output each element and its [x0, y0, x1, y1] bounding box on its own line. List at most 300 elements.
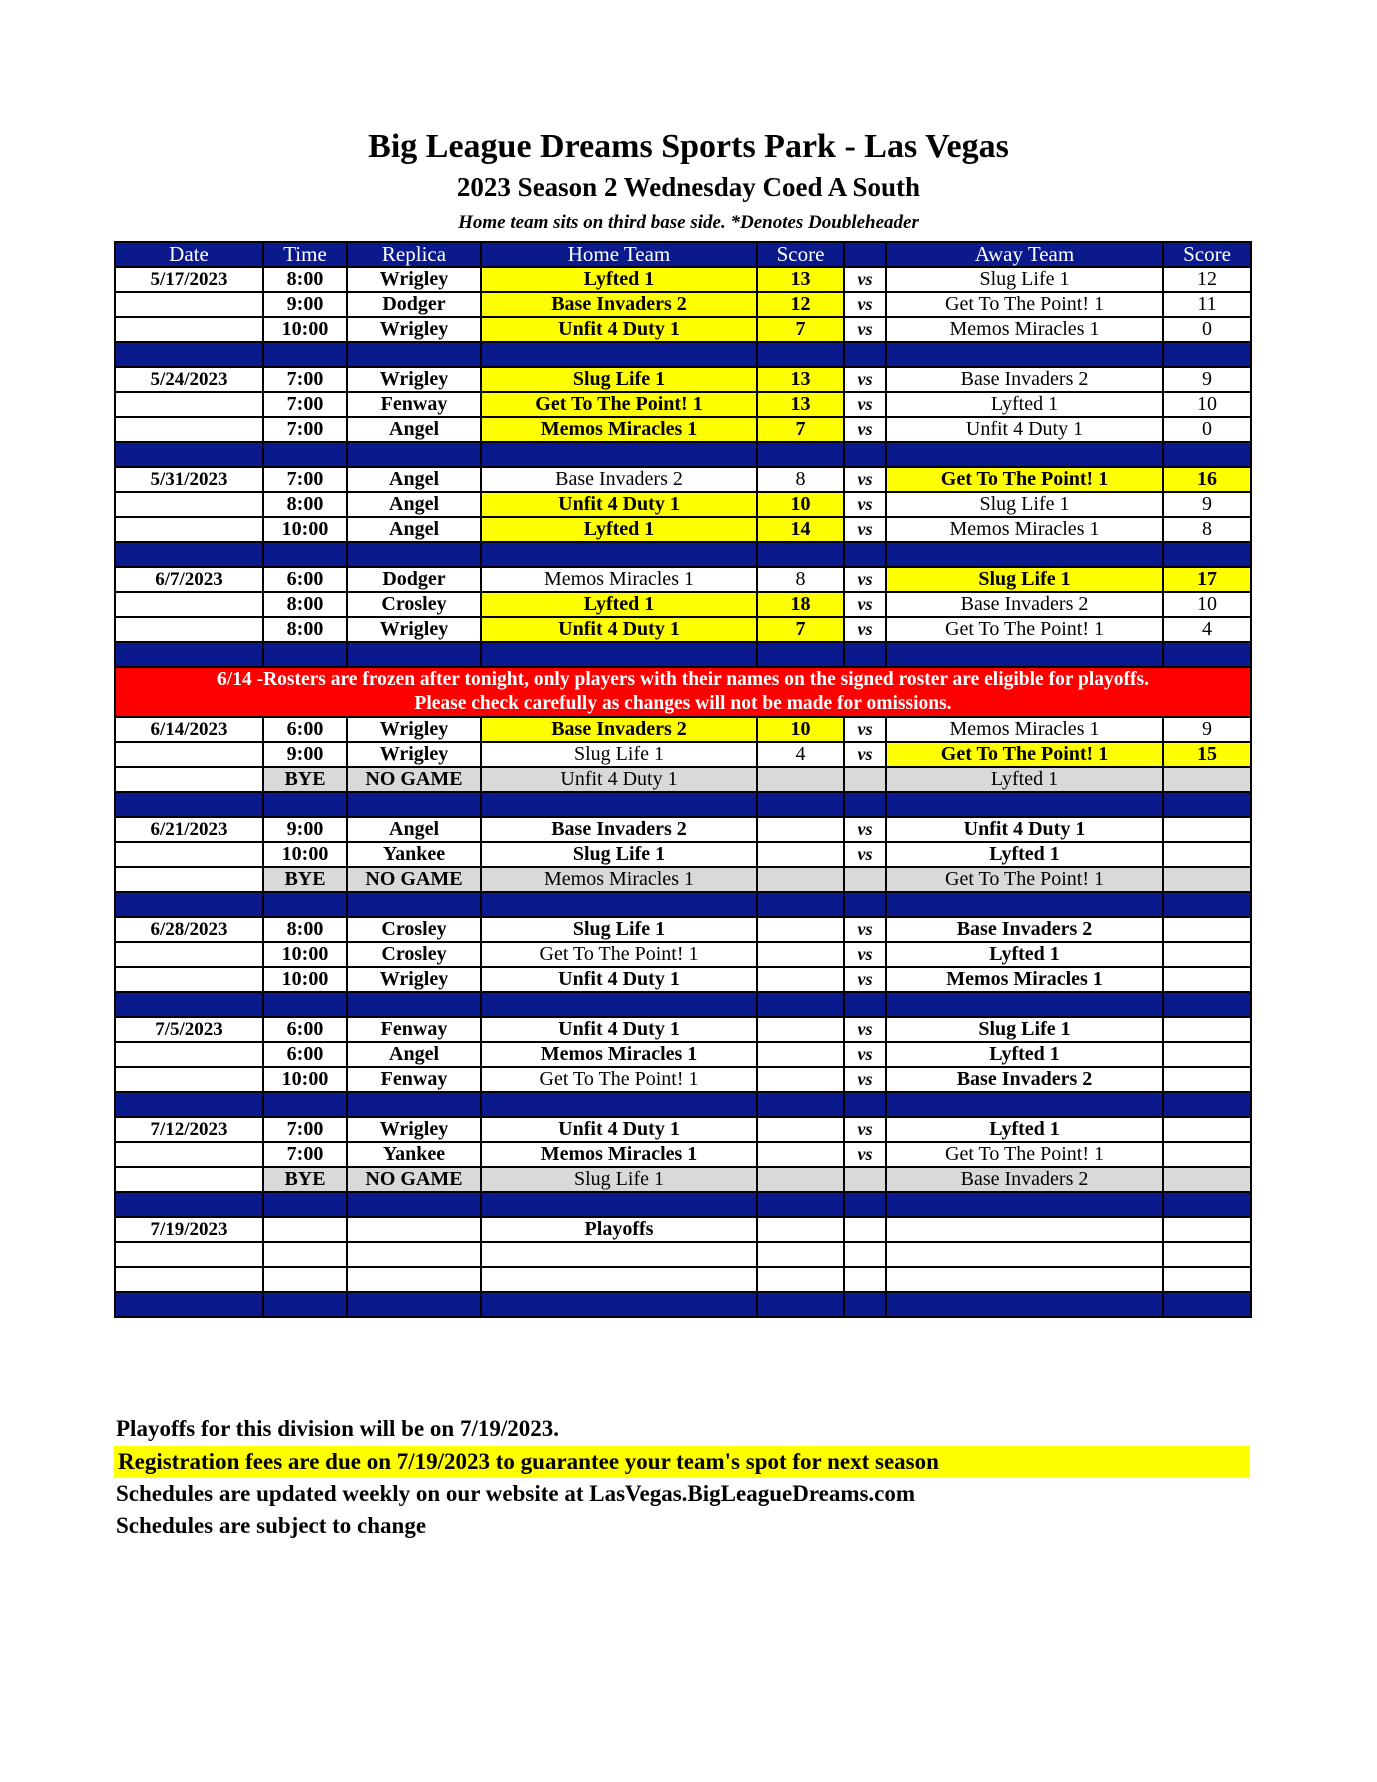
separator-cell: [757, 792, 844, 817]
time-cell: 6:00: [263, 1042, 347, 1067]
footer-change-note: Schedules are subject to change: [116, 1513, 427, 1538]
date-cell: 6/14/2023: [115, 717, 263, 742]
separator-cell: [886, 1292, 1163, 1317]
time-cell: 7:00: [263, 1117, 347, 1142]
separator-cell: [886, 792, 1163, 817]
date-cell: [115, 1042, 263, 1067]
separator-cell: [347, 542, 481, 567]
game-row: [115, 292, 1251, 317]
away-team-cell: Lyfted 1: [886, 392, 1163, 417]
away-team-cell: [886, 1217, 1163, 1242]
separator-cell: [844, 1292, 886, 1317]
separator-cell: [263, 1292, 347, 1317]
time-cell: 7:00: [263, 417, 347, 442]
away-score-cell: 15: [1163, 742, 1251, 767]
field-cell: Angel: [347, 1042, 481, 1067]
game-row: [115, 1067, 1251, 1092]
game-row: [115, 492, 1251, 517]
game-row: [115, 267, 1251, 292]
vs-cell: vs: [844, 417, 886, 442]
separator-cell: [115, 892, 263, 917]
vs-cell: vs: [844, 967, 886, 992]
home-score-cell: 14: [757, 517, 844, 542]
home-score-cell: 13: [757, 392, 844, 417]
field-cell: Angel: [347, 817, 481, 842]
away-score-cell: 10: [1163, 392, 1251, 417]
away-score-cell: 0: [1163, 417, 1251, 442]
field-cell: Angel: [347, 517, 481, 542]
separator-cell: [757, 642, 844, 667]
separator-cell: [757, 542, 844, 567]
separator-cell: [844, 642, 886, 667]
time-cell: 10:00: [263, 842, 347, 867]
page-title: Big League Dreams Sports Park - Las Vegas: [368, 128, 1009, 165]
home-score-cell: 8: [757, 567, 844, 592]
separator-cell: [115, 1292, 263, 1317]
home-score-cell: 7: [757, 417, 844, 442]
separator-cell: [886, 342, 1163, 367]
home-score-cell: [757, 1142, 844, 1167]
field-cell: Fenway: [347, 1017, 481, 1042]
separator-cell: [263, 792, 347, 817]
separator-cell: [115, 442, 263, 467]
separator-cell: [263, 1192, 347, 1217]
separator-cell: [1163, 792, 1251, 817]
date-cell: [115, 292, 263, 317]
field-cell: NO GAME: [347, 1167, 481, 1192]
time-cell: BYE: [263, 767, 347, 792]
roster-alert-line: 6/14 -Rosters are frozen after tonight, only players with their names on the signed roster are eligible for playoffs.: [217, 669, 1149, 690]
date-cell: [115, 1242, 263, 1267]
away-team-cell: Slug Life 1: [886, 267, 1163, 292]
date-cell: [115, 617, 263, 642]
game-row: [115, 367, 1251, 392]
separator-cell: [481, 892, 757, 917]
field-cell: [347, 1242, 481, 1267]
separator-cell: [886, 1092, 1163, 1117]
game-row: [115, 1017, 1251, 1042]
time-cell: 10:00: [263, 1067, 347, 1092]
field-cell: Yankee: [347, 1142, 481, 1167]
header-vs: [844, 242, 886, 267]
separator-cell: [115, 992, 263, 1017]
away-team-cell: [886, 1267, 1163, 1292]
away-team-cell: Get To The Point! 1: [886, 467, 1163, 492]
time-cell: [263, 1242, 347, 1267]
game-row: [115, 317, 1251, 342]
date-cell: [115, 1267, 263, 1292]
separator-cell: [263, 992, 347, 1017]
vs-cell: vs: [844, 1067, 886, 1092]
vs-cell: vs: [844, 367, 886, 392]
away-team-cell: Base Invaders 2: [886, 1067, 1163, 1092]
away-team-cell: Get To The Point! 1: [886, 617, 1163, 642]
date-cell: [115, 492, 263, 517]
separator-row: [115, 1092, 1251, 1117]
date-cell: 6/28/2023: [115, 917, 263, 942]
separator-cell: [481, 342, 757, 367]
home-score-cell: [757, 767, 844, 792]
date-cell: 5/31/2023: [115, 467, 263, 492]
date-cell: [115, 767, 263, 792]
field-cell: Crosley: [347, 917, 481, 942]
vs-cell: [844, 1242, 886, 1267]
field-cell: Wrigley: [347, 367, 481, 392]
away-team-cell: Get To The Point! 1: [886, 292, 1163, 317]
time-cell: [263, 1217, 347, 1242]
away-team-cell: Base Invaders 2: [886, 1167, 1163, 1192]
separator-cell: [115, 792, 263, 817]
separator-cell: [347, 1292, 481, 1317]
home-team-cell: Base Invaders 2: [481, 817, 757, 842]
date-cell: [115, 592, 263, 617]
away-score-cell: [1163, 767, 1251, 792]
home-team-cell: Unfit 4 Duty 1: [481, 317, 757, 342]
away-score-cell: 9: [1163, 492, 1251, 517]
away-score-cell: 16: [1163, 467, 1251, 492]
home-score-cell: 7: [757, 617, 844, 642]
vs-cell: vs: [844, 317, 886, 342]
separator-cell: [886, 992, 1163, 1017]
separator-cell: [347, 892, 481, 917]
date-cell: [115, 942, 263, 967]
game-row: [115, 1267, 1251, 1292]
away-team-cell: Unfit 4 Duty 1: [886, 817, 1163, 842]
separator-cell: [886, 542, 1163, 567]
away-team-cell: Base Invaders 2: [886, 367, 1163, 392]
home-score-cell: [757, 942, 844, 967]
separator-cell: [481, 642, 757, 667]
game-row: [115, 467, 1251, 492]
away-score-cell: [1163, 1242, 1251, 1267]
time-cell: BYE: [263, 867, 347, 892]
away-team-cell: [886, 1242, 1163, 1267]
field-cell: Wrigley: [347, 617, 481, 642]
field-cell: Wrigley: [347, 317, 481, 342]
time-cell: 7:00: [263, 367, 347, 392]
time-cell: 9:00: [263, 742, 347, 767]
time-cell: 6:00: [263, 1017, 347, 1042]
home-team-cell: Memos Miracles 1: [481, 867, 757, 892]
date-cell: [115, 517, 263, 542]
vs-cell: vs: [844, 817, 886, 842]
page-subtitle: 2023 Season 2 Wednesday Coed A South: [456, 172, 921, 202]
home-team-cell: Unfit 4 Duty 1: [481, 967, 757, 992]
home-team-cell: Get To The Point! 1: [481, 1067, 757, 1092]
away-team-cell: Memos Miracles 1: [886, 317, 1163, 342]
separator-row: [115, 1292, 1251, 1317]
separator-cell: [757, 342, 844, 367]
away-team-cell: Get To The Point! 1: [886, 1142, 1163, 1167]
field-cell: Yankee: [347, 842, 481, 867]
time-cell: 8:00: [263, 267, 347, 292]
home-score-cell: [757, 1042, 844, 1067]
home-team-cell: Unfit 4 Duty 1: [481, 1017, 757, 1042]
game-row: [115, 967, 1251, 992]
home-team-cell: Get To The Point! 1: [481, 942, 757, 967]
away-score-cell: [1163, 1042, 1251, 1067]
away-team-cell: Slug Life 1: [886, 1017, 1163, 1042]
time-cell: 9:00: [263, 817, 347, 842]
field-cell: Wrigley: [347, 717, 481, 742]
separator-row: [115, 1192, 1251, 1217]
date-cell: [115, 1142, 263, 1167]
away-team-cell: Memos Miracles 1: [886, 717, 1163, 742]
away-score-cell: 10: [1163, 592, 1251, 617]
separator-cell: [347, 992, 481, 1017]
vs-cell: [844, 1217, 886, 1242]
separator-cell: [347, 342, 481, 367]
separator-row: [115, 642, 1251, 667]
away-score-cell: [1163, 867, 1251, 892]
separator-cell: [1163, 892, 1251, 917]
vs-cell: [844, 867, 886, 892]
away-score-cell: [1163, 1117, 1251, 1142]
away-team-cell: Lyfted 1: [886, 767, 1163, 792]
footer-registration-note: Registration fees are due on 7/19/2023 to guarantee your team's spot for next season: [114, 1446, 1250, 1478]
home-score-cell: 8: [757, 467, 844, 492]
game-row: [115, 717, 1251, 742]
field-cell: Wrigley: [347, 267, 481, 292]
game-row: [115, 917, 1251, 942]
separator-cell: [886, 642, 1163, 667]
vs-cell: vs: [844, 842, 886, 867]
roster-alert: [115, 667, 1251, 717]
separator-cell: [1163, 342, 1251, 367]
separator-cell: [115, 1092, 263, 1117]
header-away-team: Away Team: [886, 242, 1163, 267]
date-cell: 6/7/2023: [115, 567, 263, 592]
separator-cell: [115, 642, 263, 667]
separator-cell: [1163, 642, 1251, 667]
away-score-cell: 4: [1163, 617, 1251, 642]
separator-cell: [263, 342, 347, 367]
header-replica: Replica: [347, 242, 481, 267]
game-row: [115, 517, 1251, 542]
home-team-cell: Slug Life 1: [481, 842, 757, 867]
separator-cell: [115, 1192, 263, 1217]
away-score-cell: 9: [1163, 717, 1251, 742]
bye-row: [115, 867, 1251, 892]
game-row: [115, 942, 1251, 967]
separator-cell: [844, 792, 886, 817]
separator-cell: [886, 1192, 1163, 1217]
date-cell: [115, 1067, 263, 1092]
vs-cell: [844, 1167, 886, 1192]
home-score-cell: [757, 967, 844, 992]
vs-cell: vs: [844, 392, 886, 417]
separator-cell: [481, 1192, 757, 1217]
separator-cell: [757, 1292, 844, 1317]
field-cell: Angel: [347, 417, 481, 442]
home-score-cell: [757, 817, 844, 842]
home-score-cell: 4: [757, 742, 844, 767]
time-cell: 8:00: [263, 492, 347, 517]
away-score-cell: [1163, 1067, 1251, 1092]
header-away-score: Score: [1163, 242, 1251, 267]
away-score-cell: [1163, 842, 1251, 867]
field-cell: Fenway: [347, 1067, 481, 1092]
game-row: [115, 1042, 1251, 1067]
game-row: [115, 1117, 1251, 1142]
time-cell: 8:00: [263, 592, 347, 617]
field-cell: Angel: [347, 467, 481, 492]
separator-cell: [481, 442, 757, 467]
roster-alert-line: Please check carefully as changes will not be made for omissions.: [414, 693, 952, 714]
game-row: [115, 742, 1251, 767]
home-score-cell: [757, 842, 844, 867]
vs-cell: vs: [844, 617, 886, 642]
vs-cell: [844, 1267, 886, 1292]
separator-row: [115, 792, 1251, 817]
away-team-cell: Base Invaders 2: [886, 917, 1163, 942]
time-cell: 10:00: [263, 942, 347, 967]
away-score-cell: [1163, 1017, 1251, 1042]
home-score-cell: [757, 1167, 844, 1192]
bye-row: [115, 1167, 1251, 1192]
separator-cell: [886, 442, 1163, 467]
roster-alert-row: [115, 667, 1251, 717]
field-cell: Dodger: [347, 292, 481, 317]
game-row: [115, 392, 1251, 417]
home-score-cell: 18: [757, 592, 844, 617]
separator-cell: [481, 542, 757, 567]
game-row: [115, 417, 1251, 442]
time-cell: 10:00: [263, 517, 347, 542]
footer-playoffs-note: Playoffs for this division will be on 7/19/2023.: [116, 1416, 560, 1441]
home-score-cell: [757, 1017, 844, 1042]
time-cell: 7:00: [263, 1142, 347, 1167]
away-team-cell: Slug Life 1: [886, 492, 1163, 517]
field-cell: Crosley: [347, 592, 481, 617]
home-team-cell: Base Invaders 2: [481, 717, 757, 742]
vs-cell: vs: [844, 567, 886, 592]
separator-cell: [481, 1092, 757, 1117]
home-score-cell: 13: [757, 367, 844, 392]
separator-cell: [481, 792, 757, 817]
away-team-cell: Lyfted 1: [886, 1042, 1163, 1067]
separator-cell: [481, 1292, 757, 1317]
header-home-team: Home Team: [481, 242, 757, 267]
home-score-cell: [757, 867, 844, 892]
date-cell: 6/21/2023: [115, 817, 263, 842]
separator-cell: [886, 892, 1163, 917]
separator-row: [115, 992, 1251, 1017]
away-team-cell: Lyfted 1: [886, 1117, 1163, 1142]
away-team-cell: Slug Life 1: [886, 567, 1163, 592]
away-team-cell: Get To The Point! 1: [886, 742, 1163, 767]
time-cell: 8:00: [263, 917, 347, 942]
home-team-cell: Slug Life 1: [481, 1167, 757, 1192]
schedule-table: [114, 241, 1252, 1318]
time-cell: 6:00: [263, 567, 347, 592]
home-score-cell: [757, 917, 844, 942]
home-team-cell: Memos Miracles 1: [481, 1142, 757, 1167]
game-row: [115, 1242, 1251, 1267]
home-team-cell: Memos Miracles 1: [481, 1042, 757, 1067]
separator-cell: [1163, 1092, 1251, 1117]
home-score-cell: [757, 1067, 844, 1092]
date-cell: [115, 742, 263, 767]
away-score-cell: [1163, 817, 1251, 842]
separator-cell: [757, 1192, 844, 1217]
vs-cell: vs: [844, 1117, 886, 1142]
separator-row: [115, 442, 1251, 467]
home-score-cell: 10: [757, 717, 844, 742]
away-team-cell: Get To The Point! 1: [886, 867, 1163, 892]
game-row: [115, 592, 1251, 617]
date-cell: 5/24/2023: [115, 367, 263, 392]
away-score-cell: 12: [1163, 267, 1251, 292]
home-score-cell: [757, 1217, 844, 1242]
separator-cell: [347, 1192, 481, 1217]
home-team-cell: Get To The Point! 1: [481, 392, 757, 417]
vs-cell: vs: [844, 1042, 886, 1067]
away-score-cell: 17: [1163, 567, 1251, 592]
separator-cell: [757, 442, 844, 467]
home-score-cell: [757, 1267, 844, 1292]
away-score-cell: [1163, 942, 1251, 967]
separator-row: [115, 892, 1251, 917]
home-team-cell: Unfit 4 Duty 1: [481, 1117, 757, 1142]
date-cell: [115, 317, 263, 342]
date-cell: 7/19/2023: [115, 1217, 263, 1242]
vs-cell: vs: [844, 1017, 886, 1042]
separator-cell: [757, 892, 844, 917]
date-cell: 5/17/2023: [115, 267, 263, 292]
vs-cell: vs: [844, 592, 886, 617]
separator-cell: [481, 992, 757, 1017]
bye-row: [115, 767, 1251, 792]
vs-cell: vs: [844, 742, 886, 767]
separator-cell: [844, 342, 886, 367]
separator-cell: [1163, 992, 1251, 1017]
time-cell: 6:00: [263, 717, 347, 742]
game-row: [115, 842, 1251, 867]
home-score-cell: 13: [757, 267, 844, 292]
separator-cell: [844, 1192, 886, 1217]
away-score-cell: [1163, 1217, 1251, 1242]
time-cell: 10:00: [263, 967, 347, 992]
separator-cell: [1163, 542, 1251, 567]
home-score-cell: 7: [757, 317, 844, 342]
away-score-cell: [1163, 1142, 1251, 1167]
away-score-cell: 11: [1163, 292, 1251, 317]
header-time: Time: [263, 242, 347, 267]
field-cell: Wrigley: [347, 742, 481, 767]
home-team-cell: Slug Life 1: [481, 917, 757, 942]
away-score-cell: [1163, 917, 1251, 942]
separator-cell: [1163, 1292, 1251, 1317]
game-row: [115, 567, 1251, 592]
separator-cell: [347, 1092, 481, 1117]
date-cell: 7/5/2023: [115, 1017, 263, 1042]
separator-cell: [115, 342, 263, 367]
separator-cell: [844, 992, 886, 1017]
separator-cell: [844, 442, 886, 467]
home-score-cell: 10: [757, 492, 844, 517]
vs-cell: [844, 767, 886, 792]
away-team-cell: Base Invaders 2: [886, 592, 1163, 617]
vs-cell: vs: [844, 292, 886, 317]
away-score-cell: 9: [1163, 367, 1251, 392]
vs-cell: vs: [844, 492, 886, 517]
home-team-cell: Slug Life 1: [481, 742, 757, 767]
date-cell: 7/12/2023: [115, 1117, 263, 1142]
separator-cell: [263, 892, 347, 917]
home-team-cell: Unfit 4 Duty 1: [481, 767, 757, 792]
home-team-cell: Lyfted 1: [481, 517, 757, 542]
